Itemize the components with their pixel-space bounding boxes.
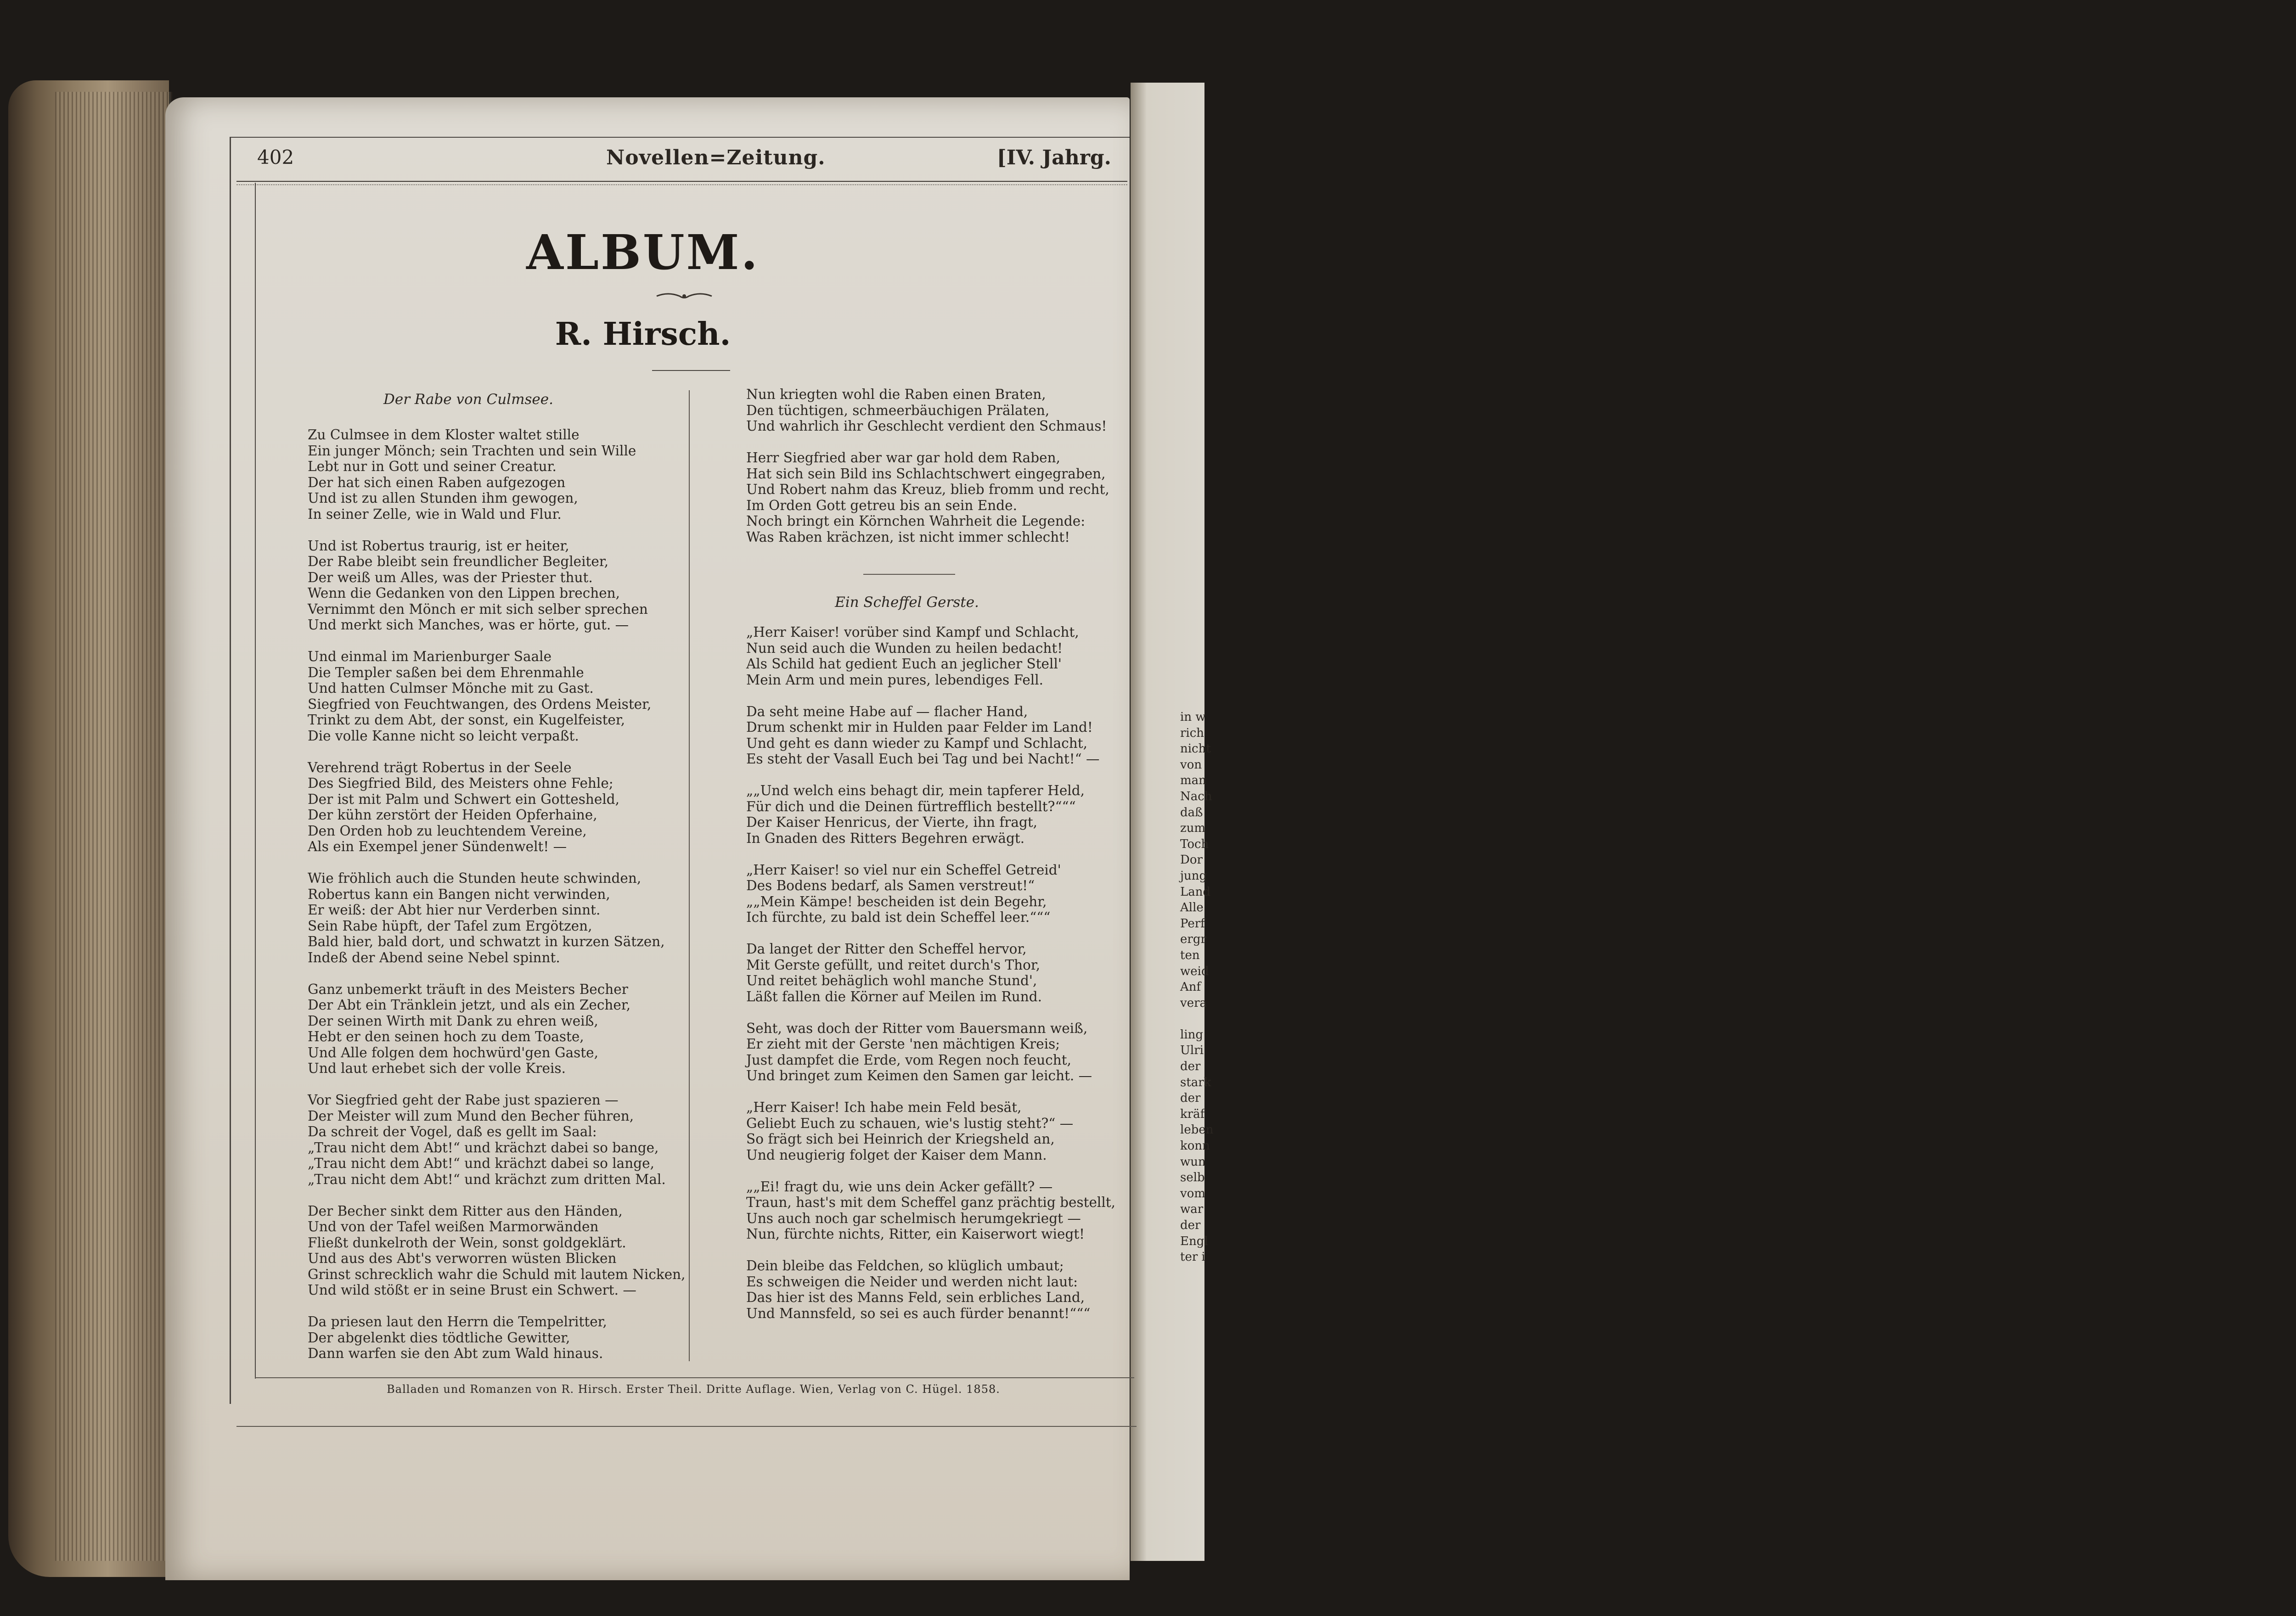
verse-line: Und einmal im Marienburger Saale xyxy=(308,649,552,664)
poem-title-scheffel: Ein Scheffel Gerste. xyxy=(835,594,979,611)
verse-line: So frägt sich bei Heinrich der Kriegsheld an, xyxy=(746,1131,1055,1147)
verse-line: Vor Siegfried geht der Rabe just spazieren — xyxy=(308,1092,619,1108)
verse-line: Seht, was doch der Ritter vom Bauersmann weiß, xyxy=(746,1020,1088,1036)
journal-title: Novellen=Zeitung. xyxy=(606,146,826,169)
verse-line: Für dich und die Deinen fürtrefflich bestellt?“““ xyxy=(746,798,1076,814)
running-head xyxy=(257,146,1111,174)
facing-page-line: der xyxy=(1180,1060,1201,1074)
verse-line: Im Orden Gott getreu bis an sein Ende. xyxy=(746,497,1018,513)
facing-page-line: ter i xyxy=(1180,1250,1205,1264)
facing-page-line: Engl xyxy=(1180,1234,1208,1248)
stanza xyxy=(746,387,1109,434)
facing-page-line: nicht xyxy=(1180,742,1211,756)
verse-line: Es schweigen die Neider und werden nicht laut: xyxy=(746,1274,1078,1290)
verse-line: Und Alle folgen dem hochwürd'gen Gaste, xyxy=(308,1044,598,1060)
verse-line: Des Bodens bedarf, als Samen verstreut!“ xyxy=(746,878,1035,893)
author-name: R. Hirsch. xyxy=(555,316,731,353)
facing-page-text xyxy=(1180,709,1214,1265)
verse-line: Herr Siegfried aber war gar hold dem Raben, xyxy=(746,450,1060,466)
verse-line: Dein bleibe das Feldchen, so klüglich umbaut; xyxy=(746,1258,1064,1274)
verse-line: Lebt nur in Gott und seiner Creatur. xyxy=(308,459,557,474)
verse-line: Da langet der Ritter den Scheffel hervor, xyxy=(746,941,1027,957)
verse-line: Ich fürchte, zu bald ist dein Scheffel leer.“““ xyxy=(746,909,1051,925)
bottom-rule xyxy=(236,1426,1137,1427)
facing-page-line: ergr xyxy=(1180,932,1206,947)
verse-line: Noch bringt ein Körnchen Wahrheit die Legende: xyxy=(746,513,1086,529)
verse-line: Da seht meine Habe auf — flacher Hand, xyxy=(746,703,1028,719)
verse-line: Der seinen Wirth mit Dank zu ehren weiß, xyxy=(308,1013,598,1029)
poem-title-rabe: Der Rabe von Culmsee. xyxy=(383,391,553,408)
verse-line: „„Mein Kämpe! bescheiden ist dein Begehr, xyxy=(746,893,1047,909)
imprint-line: Balladen und Romanzen von R. Hirsch. Erster Theil. Dritte Auflage. Wien, Verlag von C. Hügel. 1858. xyxy=(387,1383,1000,1396)
frame-left-rule xyxy=(230,137,231,1404)
stanza xyxy=(746,941,1115,1004)
verse-line: Wenn die Gedanken von den Lippen brechen, xyxy=(308,585,620,601)
verse-line: Und geht es dann wieder zu Kampf und Schlacht, xyxy=(746,735,1087,751)
verse-line: Vernimmt den Mönch er mit sich selber sprechen xyxy=(308,601,648,617)
verse-line: Und ist zu allen Stunden ihm gewogen, xyxy=(308,490,578,506)
verse-line: Und wild stößt er in seine Brust ein Schwert. — xyxy=(308,1282,636,1298)
verse-line: Ganz unbemerkt träuft in des Meisters Becher xyxy=(308,981,628,997)
facing-page-line: der xyxy=(1180,1091,1201,1105)
verse-line: Und von der Tafel weißen Marmorwänden xyxy=(308,1219,599,1234)
verse-line: Der Abt ein Tränklein jetzt, und als ein Zecher, xyxy=(308,997,631,1013)
verse-line: Der Rabe bleibt sein freundlicher Begleiter, xyxy=(308,554,609,569)
facing-page-line: Ulri xyxy=(1180,1044,1204,1058)
stanza xyxy=(746,1179,1115,1242)
stanza xyxy=(308,538,686,633)
verse-line: In Gnaden des Ritters Begehren erwägt. xyxy=(746,830,1025,846)
verse-line: Mit Gerste gefüllt, und reitet durch's Thor, xyxy=(746,957,1041,973)
verse-line: Nun kriegten wohl die Raben einen Braten, xyxy=(746,387,1046,402)
verse-line: Und ist Robertus traurig, ist er heiter, xyxy=(308,538,569,554)
stanza xyxy=(746,450,1109,545)
verse-line: Da priesen laut den Herrn die Tempelritter, xyxy=(308,1314,607,1330)
verse-line: Verehrend trägt Robertus in der Seele xyxy=(308,759,572,775)
verse-line: Die Templer saßen bei dem Ehrenmahle xyxy=(308,664,584,680)
verse-line: Der weiß um Alles, was der Priester thut. xyxy=(308,569,593,585)
header-rule xyxy=(236,181,1127,185)
facing-page-line: zum xyxy=(1180,821,1206,836)
facing-page-line xyxy=(1180,1011,1204,1027)
verse-line: Der Kaiser Henricus, der Vierte, ihn fragt, xyxy=(746,814,1038,830)
verse-line: Indeß der Abend seine Nebel spinnt. xyxy=(308,949,560,965)
verse-line: Läßt fallen die Körner auf Meilen im Rund. xyxy=(746,988,1042,1004)
verse-line: Und Mannsfeld, so sei es auch fürder benannt!“““ xyxy=(746,1305,1091,1321)
verse-line: Grinst schrecklich wahr die Schuld mit lautem Nicken, xyxy=(308,1266,686,1282)
verse-line: Bald hier, bald dort, und schwatzt in kurzen Sätzen, xyxy=(308,934,665,949)
facing-page-line: vom xyxy=(1180,1186,1205,1201)
facing-page-line: jung xyxy=(1180,869,1207,883)
column-divider xyxy=(689,390,690,1361)
facing-page-line: Anf xyxy=(1180,980,1201,994)
facing-page-line: von xyxy=(1180,758,1202,772)
frame-top-rule xyxy=(230,137,1130,138)
facing-page-line: Perf xyxy=(1180,916,1205,931)
facing-page-line: in w xyxy=(1180,710,1206,724)
verse-line: Und Robert nahm das Kreuz, blieb fromm und recht, xyxy=(746,482,1109,497)
verse-line: Zu Culmsee in dem Kloster waltet stille xyxy=(308,427,580,443)
verse-line: Da schreit der Vogel, daß es gellt im Saal: xyxy=(308,1124,597,1139)
verse-line: Drum schenkt mir in Hulden paar Felder im Land! xyxy=(746,719,1093,735)
stanza xyxy=(308,870,686,965)
verse-line: Es steht der Vasall Euch bei Tag und bei Nacht!“ — xyxy=(746,751,1100,767)
verse-line: „Trau nicht dem Abt!“ und krächzt dabei so bange, xyxy=(308,1139,659,1156)
facing-page-line: Alle xyxy=(1180,901,1204,915)
verse-line: Traun, hast's mit dem Scheffel ganz prächtig bestellt, xyxy=(746,1195,1116,1210)
stanza xyxy=(308,1092,686,1187)
verse-line: Siegfried von Feuchtwangen, des Ordens Meister, xyxy=(308,696,652,712)
verse-line: „Herr Kaiser! Ich habe mein Feld besät, xyxy=(746,1100,1022,1115)
verse-line: Und merkt sich Manches, was er hörte, gut. — xyxy=(308,617,629,633)
verse-line: „Herr Kaiser! so viel nur ein Scheffel Getreid' xyxy=(746,862,1061,878)
verse-line: Der hat sich einen Raben aufgezogen xyxy=(308,474,566,490)
facing-page-line: konn xyxy=(1180,1139,1210,1153)
stanza xyxy=(746,1021,1115,1084)
volume-label: [IV. Jahrg. xyxy=(996,146,1111,169)
verse-line: „Herr Kaiser! vorüber sind Kampf und Schlacht, xyxy=(746,624,1079,640)
stanza xyxy=(308,760,686,855)
verse-line: Hat sich sein Bild ins Schlachtschwert eingegraben, xyxy=(746,466,1106,482)
stanza xyxy=(308,982,686,1077)
verse-line: Der Becher sinkt dem Ritter aus den Händen, xyxy=(308,1203,623,1219)
verse-line: Er zieht mit der Gerste 'nen mächtigen Kreis; xyxy=(746,1036,1060,1052)
verse-line: Hebt er den seinen hoch zu dem Toaste, xyxy=(308,1029,584,1044)
verse-line: Wie fröhlich auch die Stunden heute schwinden, xyxy=(308,870,642,886)
verse-line: Und reitet behäglich wohl manche Stund', xyxy=(746,973,1037,988)
verse-line: Die volle Kanne nicht so leicht verpaßt. xyxy=(308,728,579,744)
facing-page-line: vera xyxy=(1180,996,1207,1010)
verse-line: Trinkt zu dem Abt, der sonst, ein Kugelfeister, xyxy=(308,712,625,728)
verse-line: Geliebt Euch zu schauen, wie's lustig steht?“ — xyxy=(746,1115,1074,1131)
facing-page-line: selb xyxy=(1180,1171,1205,1185)
verse-line: Und bringet zum Keimen den Samen gar leicht. — xyxy=(746,1068,1092,1083)
verse-line: Der ist mit Palm und Schwert ein Gottesheld, xyxy=(308,791,620,807)
facing-page-line: wun xyxy=(1180,1155,1206,1169)
verse-line: Er weiß: der Abt hier nur Verderben sinnt. xyxy=(308,902,601,918)
page-edges xyxy=(55,92,172,1561)
poem-rabe-body xyxy=(308,427,686,1362)
poem-scheffel-body xyxy=(746,624,1115,1321)
stanza xyxy=(746,624,1115,688)
verse-line: „Trau nicht dem Abt!“ und krächzt zum dritten Mal. xyxy=(308,1171,666,1187)
ornament-flourish-icon xyxy=(654,289,714,303)
verse-line: Als ein Exempel jener Sündenwelt! — xyxy=(308,839,567,854)
frame-inner-left-rule xyxy=(255,183,256,1379)
stanza xyxy=(746,862,1115,926)
stanza xyxy=(746,783,1115,846)
verse-line: Den tüchtigen, schmeerbäuchigen Prälaten, xyxy=(746,402,1050,418)
facing-page-line: ten xyxy=(1180,948,1200,962)
verse-line: Ein junger Mönch; sein Trachten und sein Wille xyxy=(308,443,636,459)
facing-page-line: leben xyxy=(1180,1123,1214,1137)
verse-line: Der Meister will zum Mund den Becher führen, xyxy=(308,1108,634,1124)
facing-page-line: Land xyxy=(1180,885,1211,899)
facing-page-line: stark xyxy=(1180,1075,1211,1089)
verse-line: „„Und welch eins behagt dir, mein tapferer Held, xyxy=(746,783,1085,798)
stanza xyxy=(746,704,1115,767)
facing-page-line: Nach xyxy=(1180,789,1212,803)
facing-page-line: Toch xyxy=(1180,837,1209,851)
verse-line: Den Orden hob zu leuchtendem Vereine, xyxy=(308,823,587,839)
verse-line: Der kühn zerstört der Heiden Opferhaine, xyxy=(308,807,597,823)
facing-page-line: ling xyxy=(1180,1027,1204,1042)
facing-page-line: weid xyxy=(1180,964,1209,978)
verse-line: Als Schild hat gedient Euch an jeglicher Stell' xyxy=(746,656,1062,672)
verse-line: Mein Arm und mein pures, lebendiges Fell. xyxy=(746,672,1044,688)
poem-rabe-continuation xyxy=(746,387,1109,545)
verse-line: „Trau nicht dem Abt!“ und krächzt dabei so lange, xyxy=(308,1156,654,1171)
verse-line: Nun, fürchte nichts, Ritter, ein Kaiserwort wiegt! xyxy=(746,1226,1085,1242)
verse-line: Der abgelenkt dies tödtliche Gewitter, xyxy=(308,1330,570,1346)
verse-line: Und aus des Abt's verworren wüsten Blicken xyxy=(308,1251,617,1266)
verse-line: Just dampfet die Erde, vom Regen noch feucht, xyxy=(746,1052,1071,1068)
facing-page-line: man xyxy=(1180,774,1206,788)
stanza xyxy=(746,1100,1115,1163)
stanza xyxy=(308,1203,686,1298)
stanza xyxy=(746,1258,1115,1321)
verse-line: Und neugierig folget der Kaiser dem Mann. xyxy=(746,1147,1047,1163)
verse-line: Und hatten Culmser Mönche mit zu Gast. xyxy=(308,680,594,696)
verse-line: Sein Rabe hüpft, der Tafel zum Ergötzen, xyxy=(308,918,592,934)
stanza xyxy=(308,1314,686,1362)
verse-line: Und laut erhebet sich der volle Kreis. xyxy=(308,1060,566,1076)
facing-page-line: der xyxy=(1180,1218,1201,1232)
facing-page-line: war xyxy=(1180,1202,1204,1217)
author-rule xyxy=(652,370,730,371)
verse-line: Dann warfen sie den Abt zum Wald hinaus. xyxy=(308,1346,603,1361)
verse-line: Das hier ist des Manns Feld, sein erbliches Land, xyxy=(746,1290,1085,1305)
verse-line: Fließt dunkelroth der Wein, sonst goldgeklärt. xyxy=(308,1234,626,1251)
footer-rule xyxy=(255,1377,1134,1378)
stanza xyxy=(308,649,686,744)
verse-line: Uns auch noch gar schelmisch herumgekriegt — xyxy=(746,1210,1081,1226)
page-number: 402 xyxy=(257,146,294,168)
stanza xyxy=(308,427,686,522)
verse-line: Was Raben krächzen, ist nicht immer schlecht! xyxy=(746,529,1070,545)
facing-page-line: rich xyxy=(1180,726,1204,740)
verse-line: „„Ei! fragt du, wie uns dein Acker gefällt? — xyxy=(746,1178,1053,1195)
verse-line: Nun seid auch die Wunden zu heilen bedacht! xyxy=(746,640,1063,656)
verse-line: Robertus kann ein Bangen nicht verwinden, xyxy=(308,886,610,902)
verse-line: Und wahrlich ihr Geschlecht verdient den Schmaus! xyxy=(746,418,1107,434)
verse-line: Des Siegfried Bild, des Meisters ohne Fehle; xyxy=(308,775,613,791)
facing-page-line: kräf xyxy=(1180,1107,1205,1121)
section-rule xyxy=(863,574,955,575)
verse-line: In seiner Zelle, wie in Wald und Flur. xyxy=(308,506,562,522)
facing-page-line: Dor xyxy=(1180,853,1203,867)
facing-page-line: daß xyxy=(1180,805,1203,819)
album-title: ALBUM. xyxy=(526,224,760,281)
